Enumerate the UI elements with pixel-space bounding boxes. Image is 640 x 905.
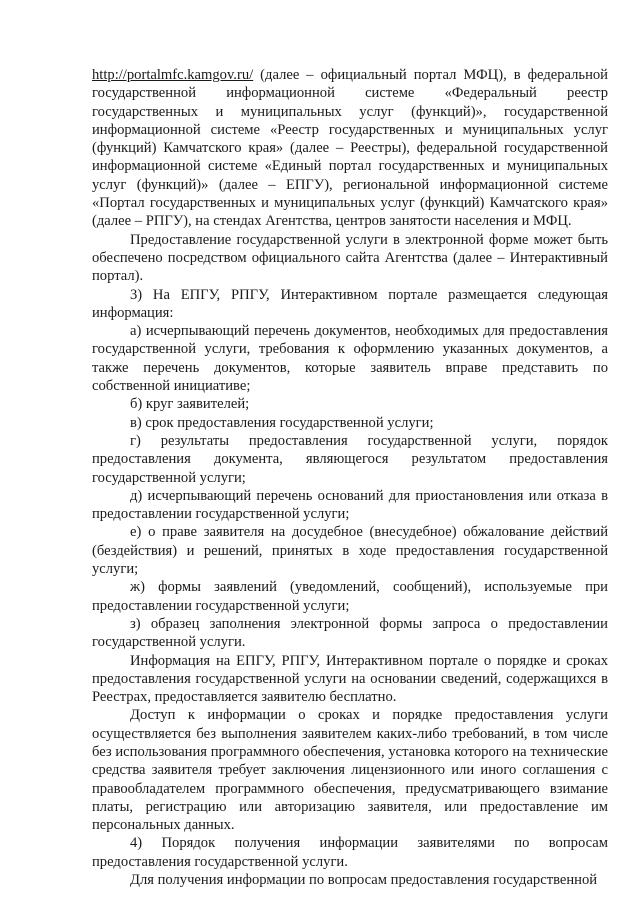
paragraph-last: Для получения информации по вопросам предоставления государственной — [130, 872, 598, 889]
list-item-g: г) результаты предоставления государственной услуги, порядок предоставления документа, являющегося результатом предоставления государственной услуги; — [92, 432, 608, 486]
list-item-b: б) круг заявителей; — [130, 396, 250, 413]
list-item-v: в) срок предоставления государственной услуги; — [130, 414, 434, 431]
list-item-a: а) исчерпывающий перечень документов, необходимых для предоставления государственной услуги, требования к оформлению указанных документов, а также перечень документов, которые заявитель вправе представить по собственной инициативе; — [92, 323, 608, 395]
list-item-zh: ж) формы заявлений (уведомлений, сообщений), используемые при предоставлении государственной услуги; — [92, 579, 608, 614]
list-item-e: е) о праве заявителя на досудебное (внесудебное) обжалование действий (бездействия) и решений, принятых в ходе предоставления государственной услуги; — [92, 524, 608, 578]
paragraph-electronic-form: Предоставление государственной услуги в электронной форме может быть обеспечено посредством официального сайта Агентства (далее – Интерактивный портал). — [92, 231, 608, 285]
paragraph-0-text: (далее – официальный портал МФЦ), в федеральной государственной информационной системе «Федеральный реестр государственных и муниципальных услуг (функций)», государственной информационной системе «Реестр государственных и муниципальных услуг (функций) Камчатского края» (далее – Реестры), федеральной государственной информационной системе «Единый портал государственных и муниципальных услуг (функций)» (далее – ЕПГУ), региональной информационной системе «Портал государственных и муниципальных услуг (функций) Камчатского края» (далее – РПГУ), на стендах Агентства, центров занятости населения и МФЦ. — [92, 67, 608, 230]
list-item-z: з) образец заполнения электронной формы запроса о предоставлении государственной услуги. — [92, 615, 608, 651]
document-page — [92, 66, 608, 889]
list-item-d: д) исчерпывающий перечень оснований для приостановления или отказа в предоставлении государственной услуги; — [92, 487, 608, 523]
paragraph-access: Доступ к информации о сроках и порядке предоставления услуги осуществляется без выполнения заявителем каких-либо требований, в том числе без использования программного обеспечения, установка которого на технические средства заявителя требует заключения лицензионного или иного соглашения с правообладателем программного обеспечения, предусматривающего взимание платы, регистрацию или авторизацию заявителя, или предоставление им персональных данных. — [92, 707, 608, 834]
paragraph-item-3: 3) На ЕПГУ, РПГУ, Интерактивном портале размещается следующая информация: — [92, 286, 608, 321]
portal-link[interactable]: http://portalmfc.kamgov.ru/ — [92, 67, 254, 83]
paragraph-free-info: Информация на ЕПГУ, РПГУ, Интерактивном портале о порядке и сроках предоставления государственной услуги на основании сведений, содержащихся в Реестрах, предоставляется заявителю бесплатно. — [92, 652, 608, 706]
paragraph-item-4: 4) Порядок получения информации заявителями по вопросам предоставления государственной услуги. — [92, 835, 608, 870]
paragraph-0 — [92, 66, 608, 231]
